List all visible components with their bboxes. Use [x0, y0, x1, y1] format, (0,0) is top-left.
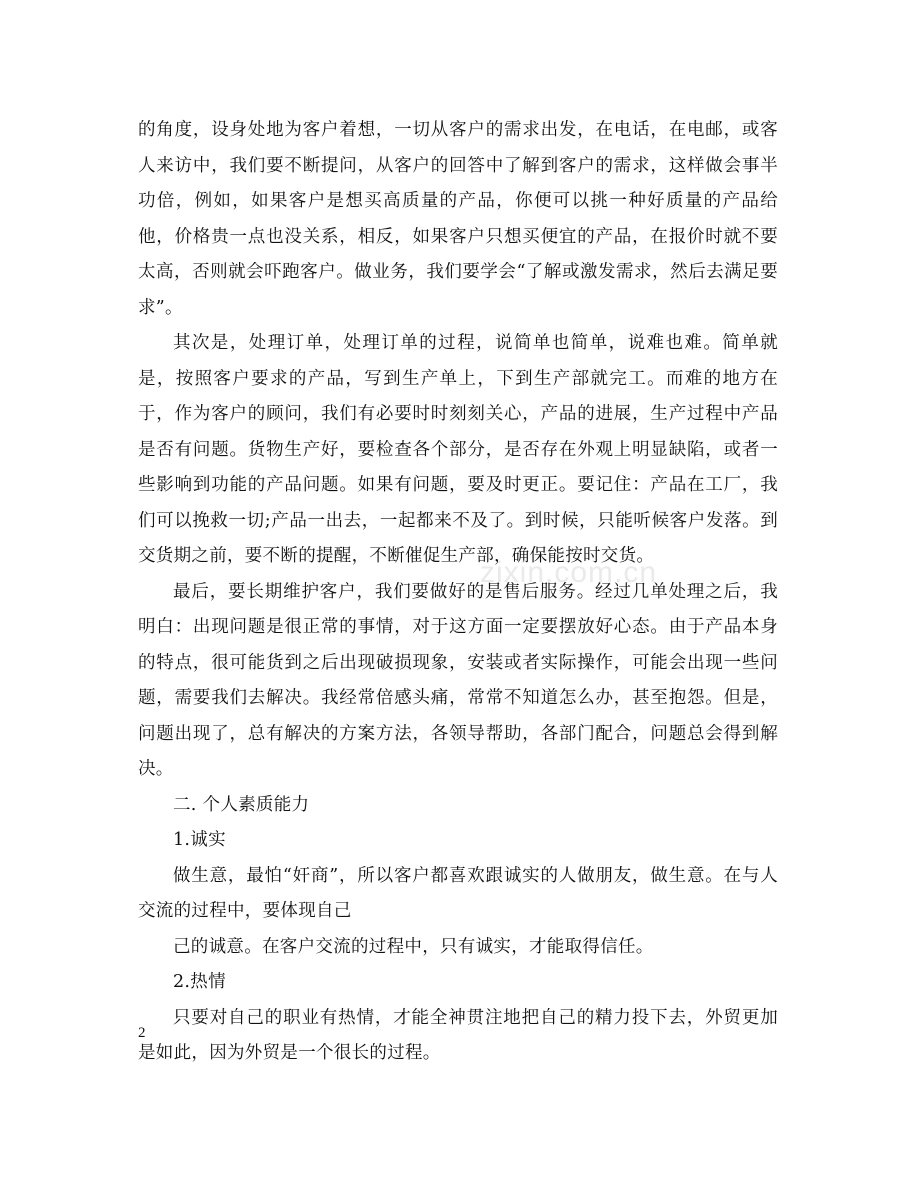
paragraph-after-sales: 最后，要长期维护客户，我们要做好的是售后服务。经过几单处理之后，我明白：出现问题是很正常的事情，对于这方面一定要摆放好心态。由于产品本身的特点，很可能货到之后出现破损现象，安装或者实际操作，可能会出现一些问题，需要我们去解决。我经常倍感头痛，常常不知道怎么办，甚至抱怨。但是，问题出现了，总有解决的方案方法，各领导帮助，各部门配合，问题总会得到解决。 [138, 581, 778, 779]
paragraph-enthusiasm: 只要对自己的职业有热情，才能全神贯注地把自己的精力投下去，外贸更加是如此，因为外贸是一个很长的过程。 [138, 1007, 778, 1063]
paragraph-customer-needs: 的角度，设身处地为客户着想，一切从客户的需求出发，在电话，在电邮，或客人来访中，我们要不断提问，从客户的回答中了解到客户的需求，这样做会事半功倍，例如，如果客户是想买高质量的产品，你便可以挑一种好质量的产品给他，价格贵一点也没关系，相反，如果客户只想买便宜的产品，在报价时就不要太高，否则就会吓跑客户。做业务，我们要学会“了解或激发需求，然后去满足要求”。 [138, 120, 778, 318]
paragraph-honesty: 做生意，最怕“奸商”，所以客户都喜欢跟诚实的人做朋友，做生意。在与人交流的过程中，要体现自己 [138, 865, 778, 921]
subheading-honesty: 1.诚实 [173, 830, 226, 850]
watermark: zixin.com.cn [480, 556, 658, 589]
document-body [138, 113, 778, 1072]
paragraph-order-processing: 其次是，处理订单，处理订单的过程，说简单也简单，说难也难。简单就是，按照客户要求的产品，写到生产单上，下到生产部就完工。而难的地方在于，作为客户的顾问，我们有必要时时刻刻关心，产品的进展，生产过程中产品是否有问题。货物生产好，要检查各个部分，是否存在外观上明显缺陷，或者一些影响到功能的产品问题。如果有问题，要及时更正。要记住：产品在工厂，我们可以挽救一切;产品一出去，一起都来不及了。到时候，只能听候客户发落。到交货期之前，要不断的提醒，不断催促生产部，确保能按时交货。 [138, 333, 778, 566]
paragraph-honesty-continued: 己的诚意。在客户交流的过程中，只有诚实，才能取得信任。 [173, 936, 654, 957]
section-heading-personal-qualities: 二. 个人素质能力 [173, 794, 310, 815]
page-number: 2 [138, 1025, 146, 1041]
subheading-enthusiasm: 2.热情 [173, 972, 226, 992]
